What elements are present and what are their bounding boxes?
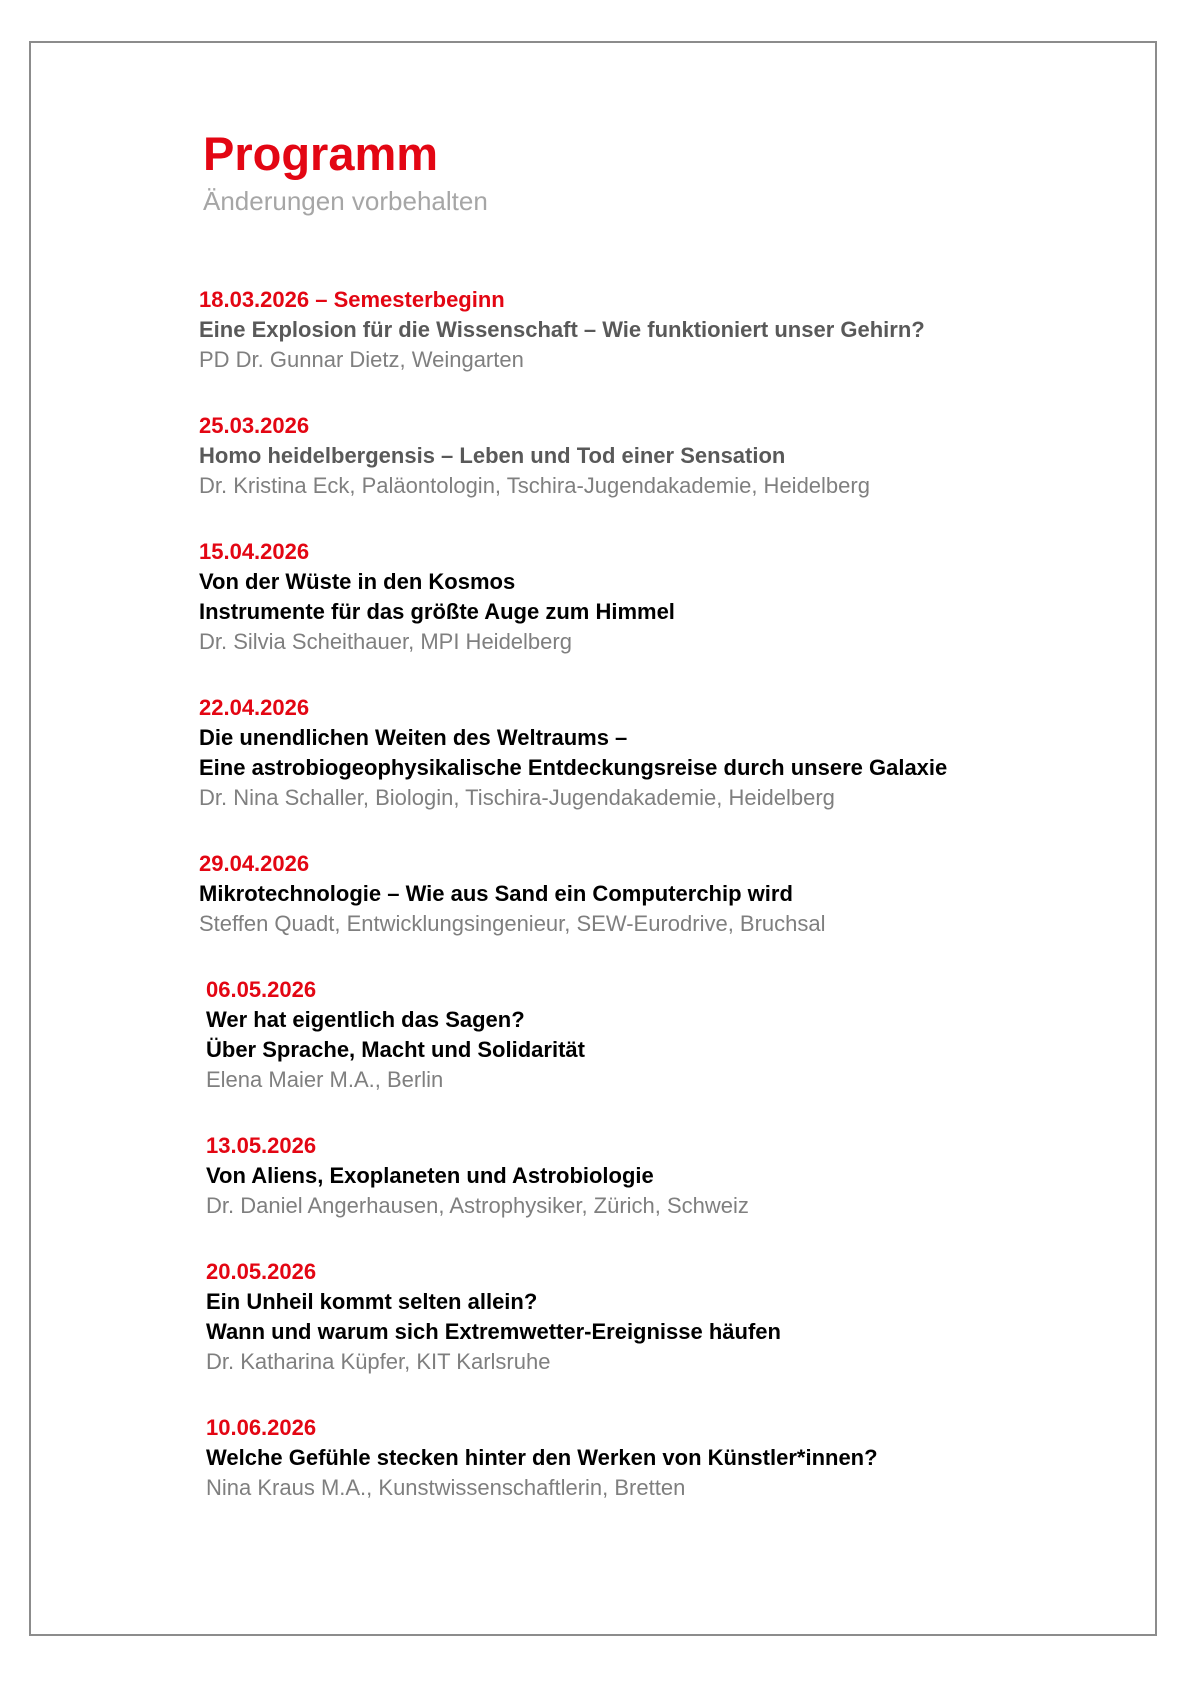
page-title: Programm	[203, 127, 439, 180]
entry-title	[199, 879, 1059, 909]
program-entry	[199, 285, 1059, 375]
entry-title-line: Mikrotechnologie – Wie aus Sand ein Computerchip wird	[199, 880, 793, 906]
entry-title	[199, 315, 1059, 345]
program-entry	[199, 975, 1059, 1095]
entry-title-line: Von der Wüste in den Kosmos	[199, 568, 516, 594]
entry-title-line: Von Aliens, Exoplaneten und Astrobiologie	[206, 1162, 654, 1188]
entry-title	[206, 1287, 1059, 1347]
entry-speaker: Dr. Daniel Angerhausen, Astrophysiker, Zürich, Schweiz	[206, 1192, 749, 1218]
program-entry	[199, 1413, 1059, 1503]
entries-list	[199, 285, 1059, 1503]
entry-date: 13.05.2026	[206, 1132, 317, 1158]
entry-title-line: Wann und warum sich Extremwetter-Ereignisse häufen	[206, 1318, 781, 1344]
entry-date: 22.04.2026	[199, 694, 310, 720]
entry-title	[206, 1005, 1059, 1065]
entry-speaker: Dr. Silvia Scheithauer, MPI Heidelberg	[199, 628, 572, 654]
page-subtitle: Änderungen vorbehalten	[203, 185, 488, 216]
entry-title	[206, 1443, 1059, 1473]
entry-title	[199, 723, 1059, 783]
entry-title	[206, 1161, 1059, 1191]
program-entry	[199, 849, 1059, 939]
entry-date: 20.05.2026	[206, 1258, 317, 1284]
entry-speaker: Dr. Katharina Küpfer, KIT Karlsruhe	[206, 1348, 551, 1374]
entry-title-line: Welche Gefühle stecken hinter den Werken von Künstler*innen?	[206, 1444, 878, 1470]
document-content	[199, 128, 1059, 1539]
entry-date: 06.05.2026	[206, 976, 317, 1002]
entry-speaker: Dr. Kristina Eck, Paläontologin, Tschira-Jugendakademie, Heidelberg	[199, 472, 870, 498]
entry-date: 18.03.2026 – Semesterbeginn	[199, 286, 505, 312]
entry-title-line: Die unendlichen Weiten des Weltraums –	[199, 724, 628, 750]
entry-date: 15.04.2026	[199, 538, 310, 564]
program-entry	[199, 411, 1059, 501]
entry-date: 25.03.2026	[199, 412, 310, 438]
entry-title-line: Über Sprache, Macht und Solidarität	[206, 1036, 585, 1062]
entry-title-line: Wer hat eigentlich das Sagen?	[206, 1006, 525, 1032]
entry-speaker: Dr. Nina Schaller, Biologin, Tischira-Jugendakademie, Heidelberg	[199, 784, 835, 810]
program-entry	[199, 693, 1059, 813]
entry-speaker: Steffen Quadt, Entwicklungsingenieur, SEW-Eurodrive, Bruchsal	[199, 910, 826, 936]
entry-title	[199, 567, 1059, 627]
entry-title-line: Eine Explosion für die Wissenschaft – Wie funktioniert unser Gehirn?	[199, 316, 925, 342]
entry-speaker: Elena Maier M.A., Berlin	[206, 1066, 444, 1092]
program-entry	[199, 537, 1059, 657]
entry-speaker: PD Dr. Gunnar Dietz, Weingarten	[199, 346, 524, 372]
program-entry	[199, 1257, 1059, 1377]
entry-date: 29.04.2026	[199, 850, 310, 876]
entry-title-line: Eine astrobiogeophysikalische Entdeckungsreise durch unsere Galaxie	[199, 754, 948, 780]
entry-title-line: Ein Unheil kommt selten allein?	[206, 1288, 538, 1314]
entry-title	[199, 441, 1059, 471]
entry-date: 10.06.2026	[206, 1414, 317, 1440]
entry-title-line: Homo heidelbergensis – Leben und Tod einer Sensation	[199, 442, 786, 468]
entry-title-line: Instrumente für das größte Auge zum Himmel	[199, 598, 675, 624]
entry-speaker: Nina Kraus M.A., Kunstwissenschaftlerin, Bretten	[206, 1474, 686, 1500]
program-entry	[199, 1131, 1059, 1221]
